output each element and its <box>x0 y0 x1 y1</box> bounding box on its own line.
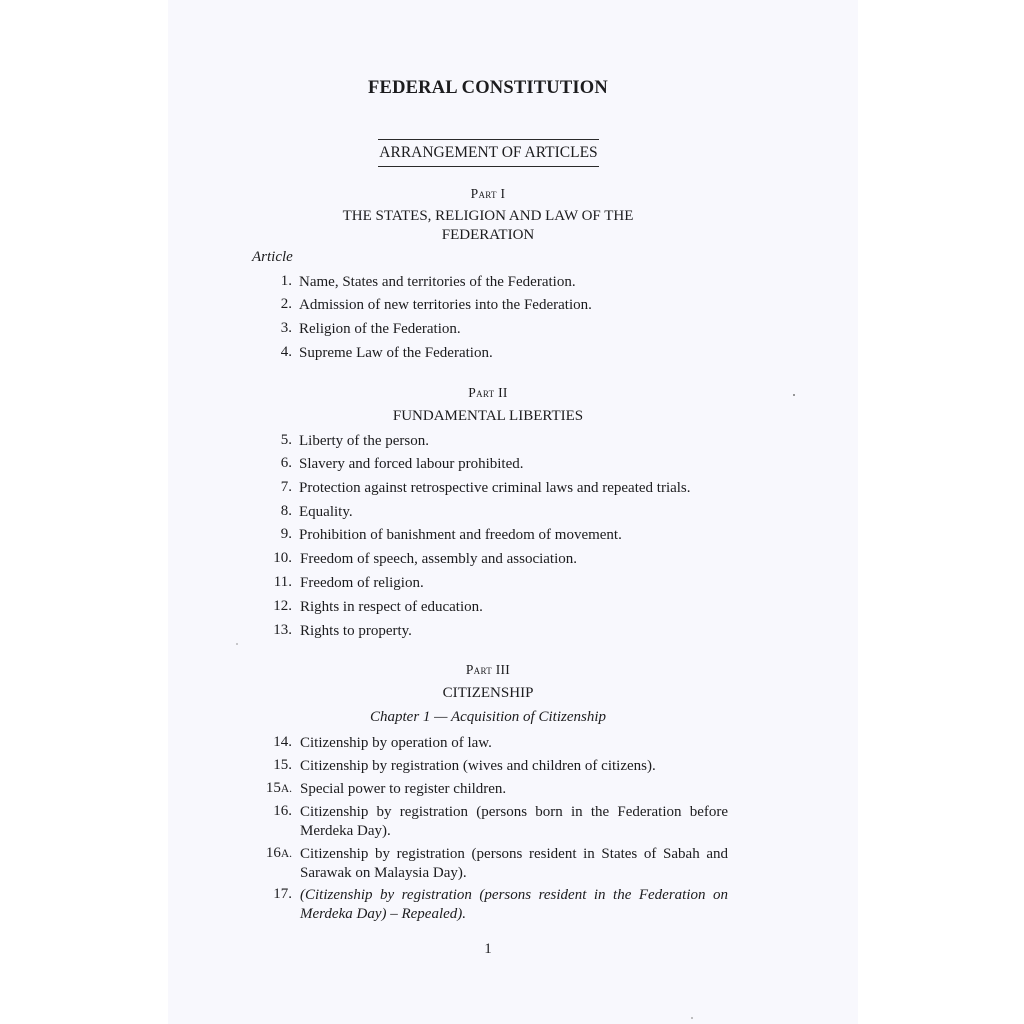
part-2-heading: FUNDAMENTAL LIBERTIES <box>392 408 584 424</box>
article-number-main: 15 <box>265 780 281 796</box>
part-2-label: Part II <box>468 385 508 400</box>
article-title: Citizenship by registration (persons resident in States of Sabah and Sarawak on Malaysia Day). <box>300 846 728 881</box>
article-number: 16. <box>273 803 292 819</box>
part-3-label: Part III <box>465 662 511 677</box>
part-1-heading: THE STATES, RELIGION AND LAW OF THE FEDERATION <box>342 208 634 243</box>
article-number: 5. <box>280 432 292 448</box>
arrangement-heading: ARRANGEMENT OF ARTICLES <box>379 144 598 161</box>
article-column-label: Article <box>252 249 293 265</box>
article-title: Name, States and territories of the Federation. <box>299 274 576 290</box>
article-title: Citizenship by registration (wives and children of citizens). <box>300 758 656 774</box>
page-number: 1 <box>484 941 492 957</box>
article-number <box>266 780 292 797</box>
article-title: Slavery and forced labour prohibited. <box>299 456 524 472</box>
part-1-label: Part I <box>470 186 506 201</box>
article-number: 12. <box>273 598 292 614</box>
part-3-heading: CITIZENSHIP <box>442 685 534 701</box>
article-number: 13. <box>273 622 292 638</box>
article-number: 14. <box>273 734 292 750</box>
article-number-suffix: A. <box>280 848 292 860</box>
article-title: Protection against retrospective criminal laws and repeated trials. <box>299 480 691 496</box>
scan-speck <box>793 394 795 396</box>
article-number: 4. <box>280 344 292 360</box>
article-title: Equality. <box>299 504 353 520</box>
article-title: Freedom of speech, assembly and association. <box>300 551 578 567</box>
article-number: 2. <box>280 296 292 312</box>
article-title: Supreme Law of the Federation. <box>299 345 493 361</box>
document-title: FEDERAL CONSTITUTION <box>368 78 608 98</box>
article-number: 7. <box>280 479 292 495</box>
article-title: Citizenship by operation of law. <box>300 735 492 751</box>
chapter-1-heading: Chapter 1 — Acquisition of Citizenship <box>370 709 606 725</box>
article-title: (Citizenship by registration (persons resident in the Federation on Merdeka Day) – Repealed). <box>300 887 728 922</box>
article-number-main: 16 <box>265 845 281 861</box>
article-title: Prohibition of banishment and freedom of movement. <box>299 527 622 543</box>
article-number: 15. <box>273 757 292 773</box>
article-title: Liberty of the person. <box>299 433 429 449</box>
article-title: Religion of the Federation. <box>299 321 461 337</box>
article-number: 11. <box>273 574 292 590</box>
article-number: 17. <box>273 886 292 902</box>
article-title: Rights to property. <box>300 623 412 639</box>
article-title: Special power to register children. <box>300 781 507 797</box>
article-number: 8. <box>280 503 292 519</box>
scan-speck <box>236 643 238 645</box>
article-number <box>266 845 292 862</box>
article-number: 9. <box>280 526 292 542</box>
article-title: Freedom of religion. <box>300 575 424 591</box>
article-title: Citizenship by registration (persons born in the Federation before Merdeka Day). <box>300 804 728 839</box>
article-number-suffix: A. <box>280 783 292 795</box>
article-number: 6. <box>280 455 292 471</box>
article-title: Admission of new territories into the Federation. <box>299 297 592 313</box>
scan-speck <box>691 1017 693 1019</box>
article-number: 1. <box>280 273 292 289</box>
article-number: 10. <box>273 550 292 566</box>
subtitle-bottom-rule <box>378 166 599 167</box>
article-title: Rights in respect of education. <box>300 599 483 615</box>
article-number: 3. <box>280 320 292 336</box>
subtitle-top-rule <box>378 139 599 140</box>
